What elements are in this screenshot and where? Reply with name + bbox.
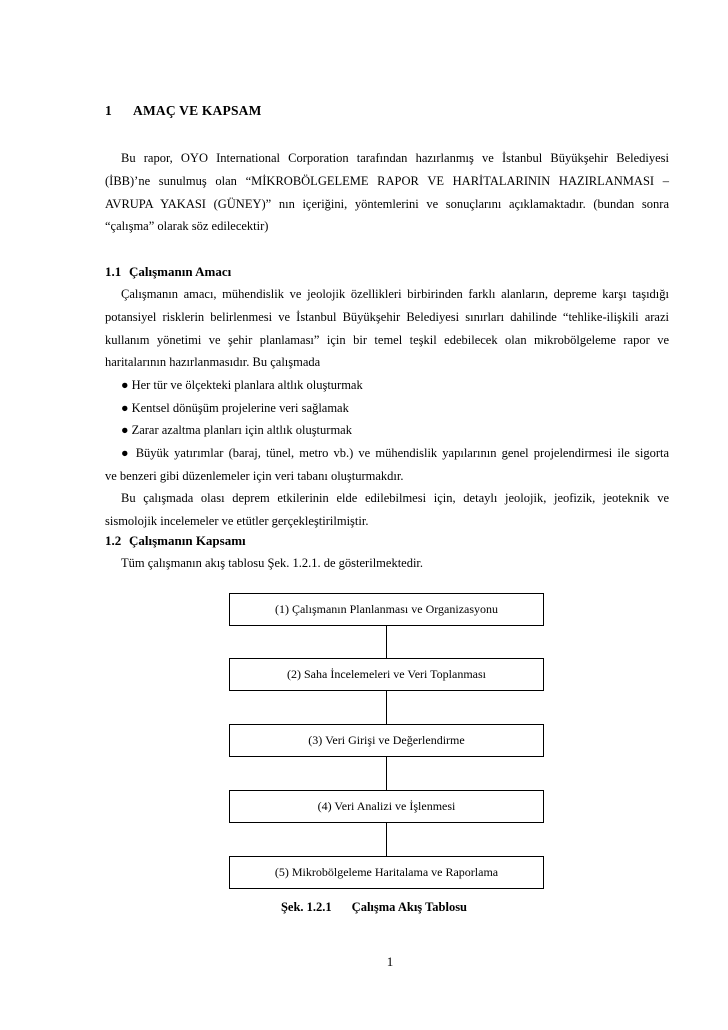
flowchart-step-1: (1) Çalışmanın Planlanması ve Organizasyonu <box>229 593 544 626</box>
closing-line-2: sismolojik incelemeler ve etütler gerçekleştirilmiştir. <box>105 514 369 528</box>
section-number: 1.2 <box>105 533 122 548</box>
figure-caption <box>0 900 728 915</box>
flowchart-connector <box>386 626 387 658</box>
section-number: 1 <box>105 103 112 118</box>
intro-line-2: (İBB)’ne sunulmuş olan “MİKROBÖLGELEME RAPOR VE HARİTALARININ HAZIRLANMASI – <box>105 174 669 188</box>
list-item: ● Zarar azaltma planları için altlık oluşturmak <box>121 423 352 437</box>
flowchart-connector <box>386 757 387 790</box>
intro-line-3: AVRUPA YAKASI (GÜNEY)” nın içeriğini, yöntemlerini ve sonuçlarını açıklamaktadır. (bundan sonra <box>105 197 669 211</box>
page-number: 1 <box>386 954 394 969</box>
list-item: ● Her tür ve ölçekteki planlara altlık oluşturmak <box>121 378 363 392</box>
caption-number: Şek. 1.2.1 <box>280 900 332 914</box>
scope-text: Tüm çalışmanın akış tablosu Şek. 1.2.1. de gösterilmektedir. <box>121 556 424 570</box>
section-heading-1-2 <box>105 533 246 549</box>
list-item-continuation: ve benzeri gibi düzenlemeler için veri tabanı oluşturmakdır. <box>105 469 404 483</box>
list-item: ● Büyük yatırımlar (baraj, tünel, metro vb.) ve mühendislik yapılarının genel projelendirmesi ile sigorta <box>121 446 669 460</box>
section-heading-1 <box>105 103 262 119</box>
intro-line-4: “çalışma” olarak söz edilecektir) <box>105 219 269 233</box>
flowchart-step-2: (2) Saha İncelemeleri ve Veri Toplanması <box>229 658 544 691</box>
section-title: AMAÇ VE KAPSAM <box>133 103 262 118</box>
bullet-icon: ● <box>121 378 129 392</box>
caption-title: Çalışma Akış Tablosu <box>351 900 468 914</box>
purpose-line-2: potansiyel risklerin belirlenmesi ve İstanbul Büyükşehir Belediyesi sınırları dahilinde “tehlike-ilişkili arazi <box>105 310 669 324</box>
flowchart-step-3: (3) Veri Girişi ve Değerlendirme <box>229 724 544 757</box>
bullet-icon: ● <box>121 446 131 460</box>
purpose-line-4: haritalarının hazırlanmasıdır. Bu çalışmada <box>105 355 321 369</box>
flowchart-connector <box>386 691 387 724</box>
section-title: Çalışmanın Kapsamı <box>129 533 246 548</box>
list-item: ● Kentsel dönüşüm projelerine veri sağlamak <box>121 401 349 415</box>
flowchart-step-5: (5) Mikrobölgeleme Haritalama ve Raporlama <box>229 856 544 889</box>
intro-line-1: Bu rapor, OYO International Corporation tarafından hazırlanmış ve İstanbul Büyükşehir Belediyesi <box>121 151 669 165</box>
section-heading-1-1 <box>105 264 231 280</box>
section-title: Çalışmanın Amacı <box>129 264 232 279</box>
section-number: 1.1 <box>105 264 122 279</box>
bullet-icon: ● <box>121 401 129 415</box>
flowchart-step-4: (4) Veri Analizi ve İşlenmesi <box>229 790 544 823</box>
purpose-line-3: kullanım yönetimi ve şehir planlaması” için bir temel teşkil edebilecek olan mikrobölgeleme rapor ve <box>105 333 669 347</box>
bullet-icon: ● <box>121 423 129 437</box>
flowchart-connector <box>386 823 387 856</box>
purpose-line-1: Çalışmanın amacı, mühendislik ve jeolojik özellikleri birbirinden farklı alanların, depreme karşı taşıdığı <box>121 287 669 301</box>
closing-line-1: Bu çalışmada olası deprem etkilerinin elde edilebilmesi için, detaylı jeolojik, jeofizik, jeoteknik ve <box>121 491 669 505</box>
